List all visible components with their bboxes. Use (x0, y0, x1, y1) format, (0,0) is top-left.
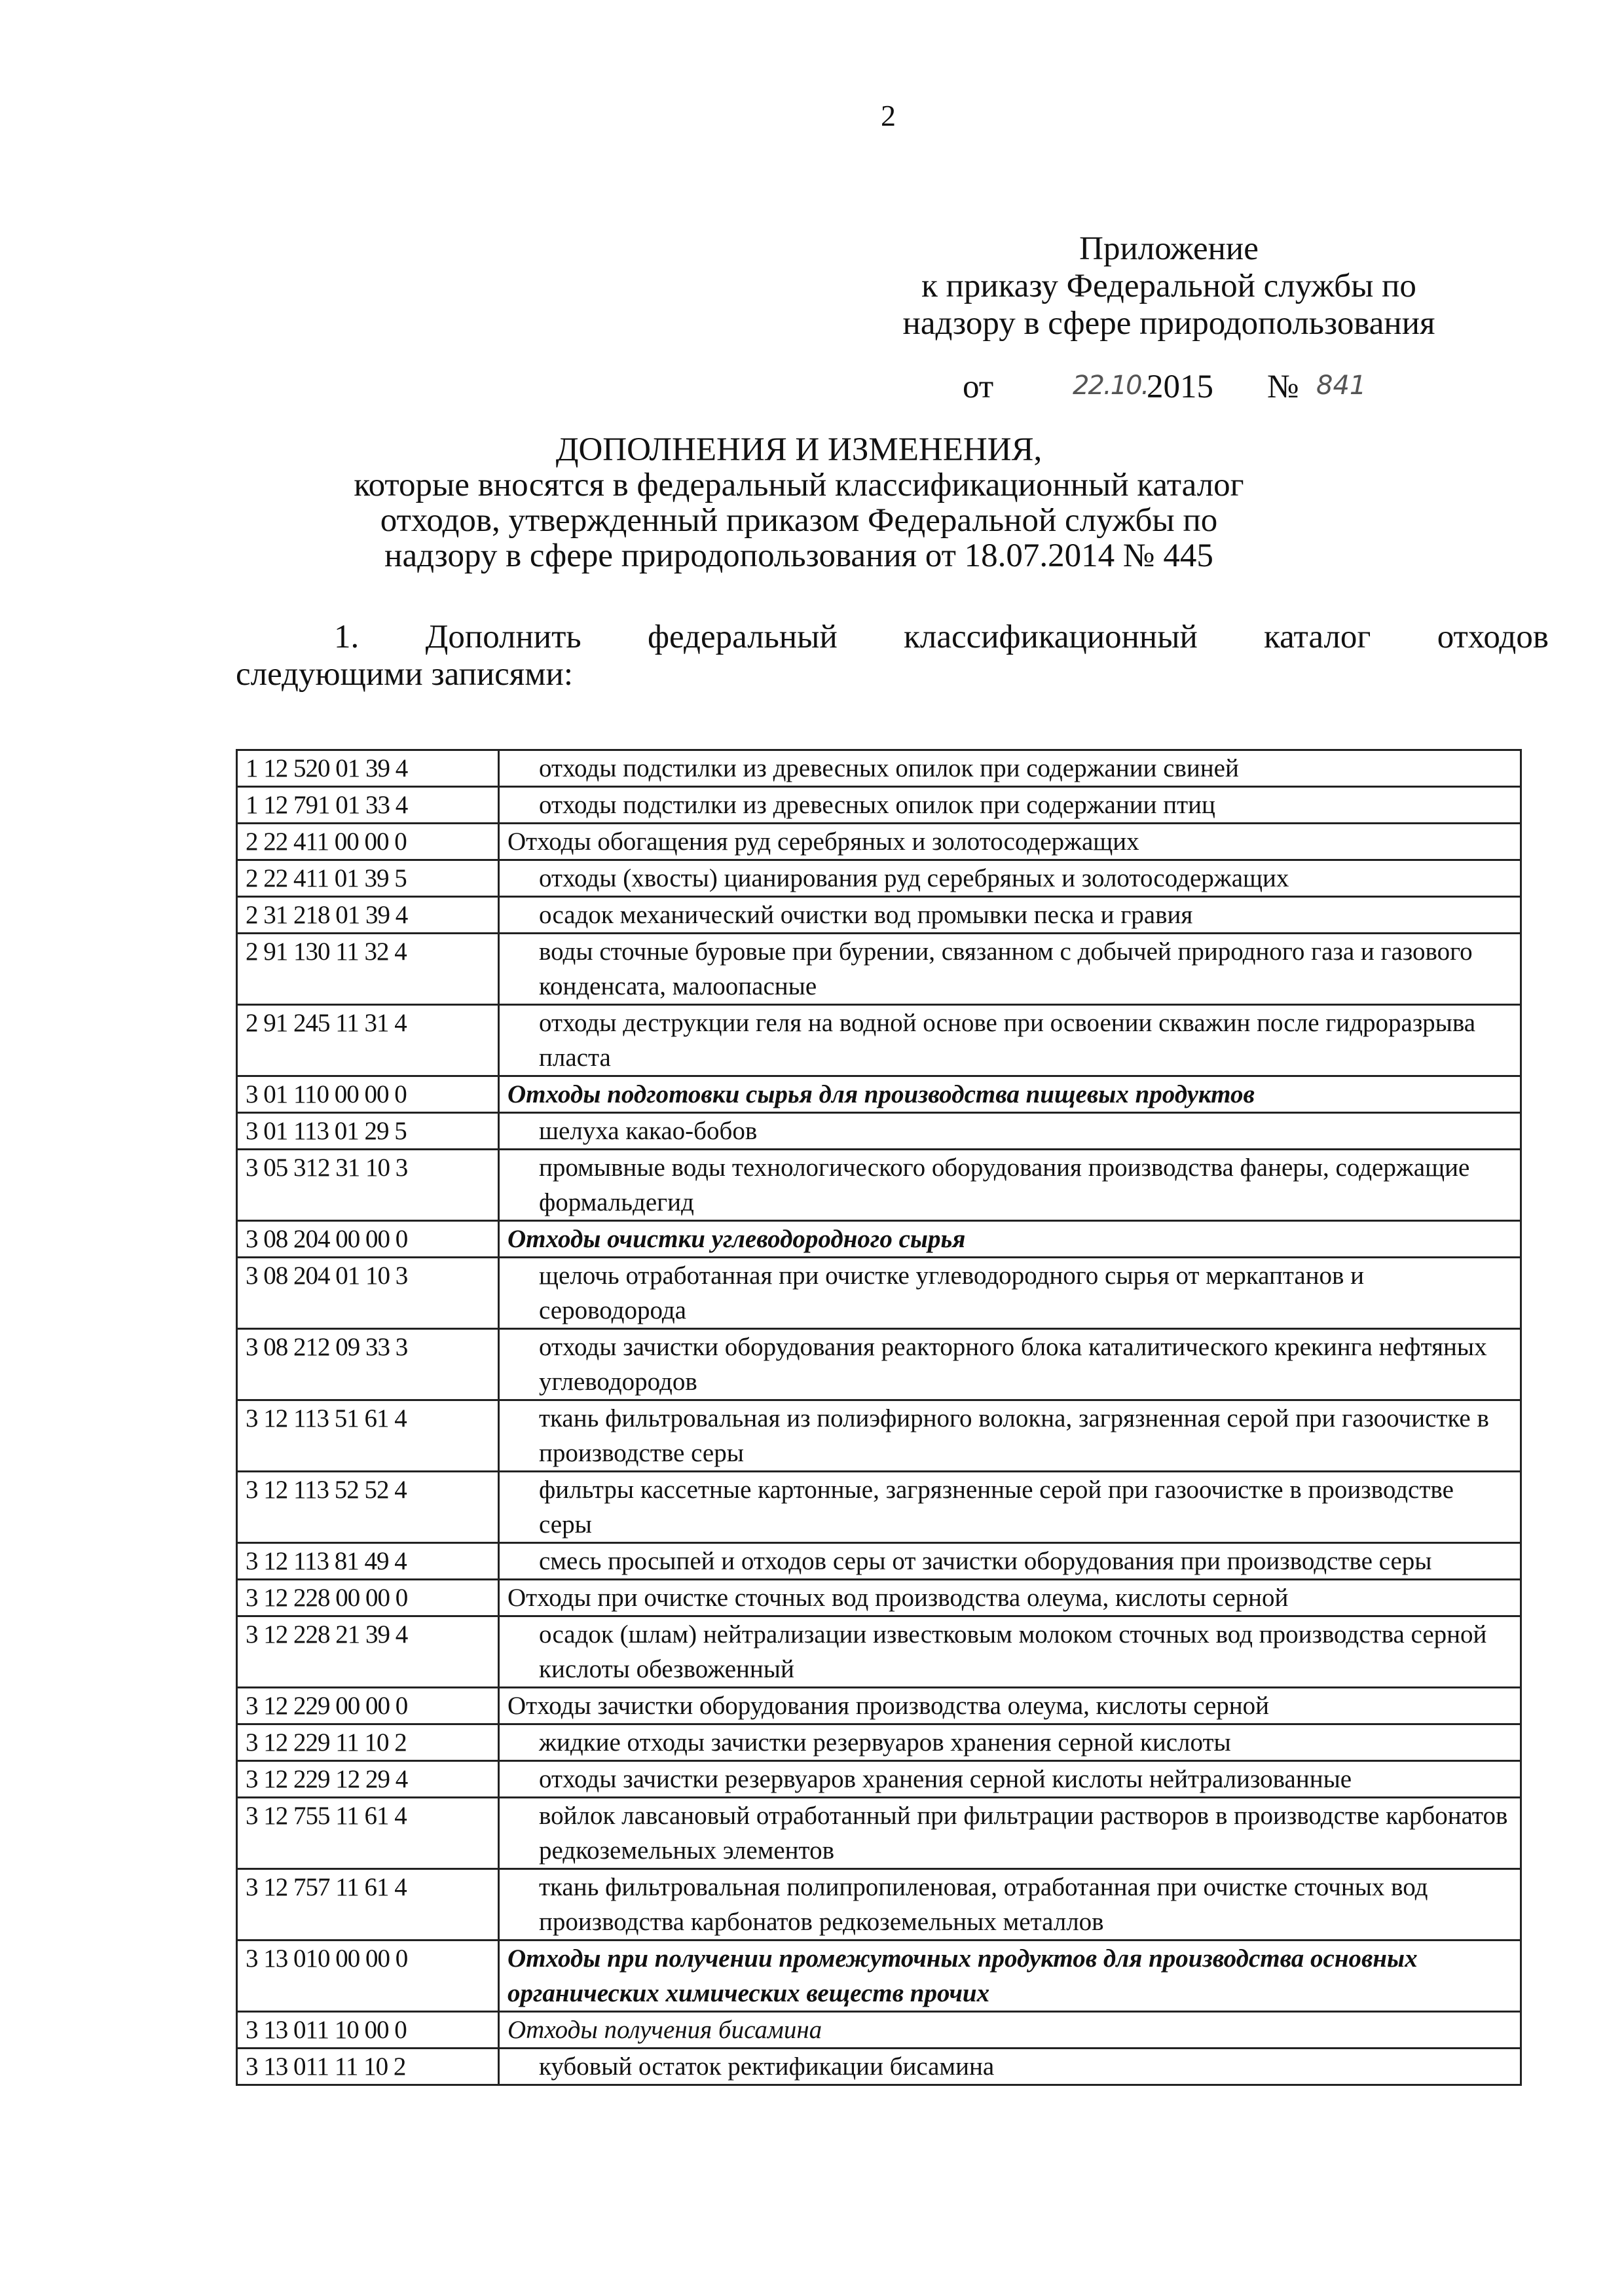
table-row (237, 1616, 1521, 1688)
intro-word: Дополнить (425, 619, 581, 655)
table-row (237, 2049, 1521, 2085)
table-row (237, 1472, 1521, 1543)
waste-description-cell: щелочь отработанная при очистке углеводородного сырья от меркаптанов и сероводорода (499, 1258, 1521, 1329)
table-row (237, 1258, 1521, 1329)
waste-description-cell: кубовый остаток ректификации бисамина (499, 2049, 1521, 2085)
waste-description-cell: Отходы обогащения руд серебряных и золотосодержащих (499, 824, 1521, 860)
waste-description-cell: отходы подстилки из древесных опилок при содержании свиней (499, 750, 1521, 787)
table-row (237, 1869, 1521, 1941)
appendix-order-ref: к приказу Федеральной службы по (921, 268, 1416, 304)
waste-code-cell: 3 12 228 21 39 4 (237, 1616, 499, 1688)
waste-code-cell: 3 12 113 81 49 4 (237, 1543, 499, 1580)
waste-code-cell: 3 12 113 52 52 4 (237, 1472, 499, 1543)
intro-word: отходов (1437, 619, 1549, 655)
waste-description-cell: Отходы подготовки сырья для производства пищевых продуктов (499, 1076, 1521, 1113)
table-row (237, 750, 1521, 787)
intro-word: классификационный (904, 619, 1198, 655)
waste-description-cell: Отходы очистки углеводородного сырья (499, 1221, 1521, 1258)
intro-word: федеральный (648, 619, 838, 655)
intro-paragraph-line-2: следующими записями: (236, 656, 574, 693)
waste-description-cell: Отходы зачистки оборудования производства олеума, кислоты серной (499, 1688, 1521, 1724)
waste-code-cell: 2 22 411 01 39 5 (237, 860, 499, 897)
table-row (237, 1543, 1521, 1580)
waste-code-cell: 3 13 011 11 10 2 (237, 2049, 499, 2085)
waste-description-cell: шелуха какао-бобов (499, 1113, 1521, 1150)
table-row (237, 1798, 1521, 1869)
waste-code-cell: 1 12 791 01 33 4 (237, 787, 499, 824)
waste-description-cell: отходы деструкции геля на водной основе при освоении скважин после гидроразрыва пласта (499, 1005, 1521, 1076)
waste-description-cell: ткань фильтровальная полипропиленовая, отработанная при очистке сточных вод производства карбонатов редкоземельных металлов (499, 1869, 1521, 1941)
order-date-handwritten: 22.10. (1073, 371, 1149, 401)
table-row (237, 2012, 1521, 2049)
waste-code-cell: 3 12 755 11 61 4 (237, 1798, 499, 1869)
waste-code-cell: 3 08 212 09 33 3 (237, 1329, 499, 1400)
document-heading (327, 432, 1270, 574)
waste-description-cell: осадок механический очистки вод промывки песка и гравия (499, 897, 1521, 934)
table-row (237, 824, 1521, 860)
waste-description-cell: отходы (хвосты) цианирования руд серебряных и золотосодержащих (499, 860, 1521, 897)
waste-code-cell: 3 08 204 00 00 0 (237, 1221, 499, 1258)
intro-word: 1. (334, 619, 360, 655)
table-row (237, 1221, 1521, 1258)
table-row (237, 860, 1521, 897)
table-row (237, 897, 1521, 934)
waste-code-cell: 3 13 011 10 00 0 (237, 2012, 499, 2049)
waste-description-cell: войлок лавсановый отработанный при фильтрации растворов в производстве карбонатов редкоземельных элементов (499, 1798, 1521, 1869)
table-row (237, 1724, 1521, 1761)
waste-code-cell: 3 12 113 51 61 4 (237, 1400, 499, 1472)
waste-code-cell: 3 01 113 01 29 5 (237, 1113, 499, 1150)
table-row (237, 1076, 1521, 1113)
waste-description-cell: осадок (шлам) нейтрализации известковым молоком сточных вод производства серной кислоты обезвоженный (499, 1616, 1521, 1688)
appendix-order-ref-cont: надзору в сфере природопользования (902, 305, 1435, 342)
order-date-number (0, 368, 1624, 407)
heading-title: ДОПОЛНЕНИЯ И ИЗМЕНЕНИЯ, (555, 431, 1043, 468)
order-from-label: от (963, 369, 994, 405)
waste-description-cell: фильтры кассетные картонные, загрязненные серой при газоочистке в производстве серы (499, 1472, 1521, 1543)
waste-code-cell: 2 91 130 11 32 4 (237, 934, 499, 1005)
waste-code-cell: 3 12 228 00 00 0 (237, 1580, 499, 1616)
waste-code-cell: 2 22 411 00 00 0 (237, 824, 499, 860)
waste-code-cell: 3 12 229 00 00 0 (237, 1688, 499, 1724)
waste-description-cell: промывные воды технологического оборудования производства фанеры, содержащие формальдегид (499, 1150, 1521, 1221)
waste-description-cell: отходы зачистки резервуаров хранения серной кислоты нейтрализованные (499, 1761, 1521, 1798)
table-row (237, 1400, 1521, 1472)
table-row (237, 1688, 1521, 1724)
order-number-handwritten: 841 (1316, 371, 1367, 401)
waste-description-cell: ткань фильтровальная из полиэфирного волокна, загрязненная серой при газоочистке в производстве серы (499, 1400, 1521, 1472)
waste-code-cell: 3 12 229 12 29 4 (237, 1761, 499, 1798)
table-row (237, 1150, 1521, 1221)
table-row (237, 1761, 1521, 1798)
appendix-header (858, 230, 1480, 342)
table-row (237, 1941, 1521, 2012)
heading-line-2: которые вносятся в федеральный классификационный каталог (354, 467, 1244, 503)
table-row (237, 934, 1521, 1005)
table-row (237, 1005, 1521, 1076)
waste-code-cell: 3 01 110 00 00 0 (237, 1076, 499, 1113)
waste-code-cell: 2 91 245 11 31 4 (237, 1005, 499, 1076)
waste-description-cell: воды сточные буровые при бурении, связанном с добычей природного газа и газового конденсата, малоопасные (499, 934, 1521, 1005)
waste-code-cell: 2 31 218 01 39 4 (237, 897, 499, 934)
intro-word: каталог (1264, 619, 1371, 655)
waste-code-cell: 3 12 757 11 61 4 (237, 1869, 499, 1941)
waste-code-cell: 3 13 010 00 00 0 (237, 1941, 499, 2012)
waste-code-cell: 3 05 312 31 10 3 (237, 1150, 499, 1221)
waste-description-cell: Отходы получения бисамина (499, 2012, 1521, 2049)
waste-code-cell: 1 12 520 01 39 4 (237, 750, 499, 787)
waste-description-cell: Отходы при очистке сточных вод производства олеума, кислоты серной (499, 1580, 1521, 1616)
waste-description-cell: отходы подстилки из древесных опилок при содержании птиц (499, 787, 1521, 824)
waste-description-cell: Отходы при получении промежуточных продуктов для производства основных органических химических веществ прочих (499, 1941, 1521, 2012)
waste-description-cell: смесь просыпей и отходов серы от зачистки оборудования при производстве серы (499, 1543, 1521, 1580)
table-row (237, 1329, 1521, 1400)
order-date-year: 2015 (1147, 369, 1213, 405)
appendix-title: Приложение (1079, 230, 1259, 267)
order-number-label: № (1267, 369, 1299, 405)
intro-paragraph-line-1 (236, 618, 1549, 656)
waste-description-cell: отходы зачистки оборудования реакторного блока каталитического крекинга нефтяных углеводородов (499, 1329, 1521, 1400)
table-row (237, 1580, 1521, 1616)
page-number: 2 (881, 99, 896, 132)
table-row (237, 1113, 1521, 1150)
waste-code-cell: 3 12 229 11 10 2 (237, 1724, 499, 1761)
waste-code-cell: 3 08 204 01 10 3 (237, 1258, 499, 1329)
waste-description-cell: жидкие отходы зачистки резервуаров хранения серной кислоты (499, 1724, 1521, 1761)
table-row (237, 787, 1521, 824)
heading-line-3: отходов, утвержденный приказом Федеральной службы по (380, 502, 1218, 539)
waste-catalog-table (236, 749, 1522, 2086)
heading-line-4: надзору в сфере природопользования от 18.07.2014 № 445 (384, 538, 1213, 574)
